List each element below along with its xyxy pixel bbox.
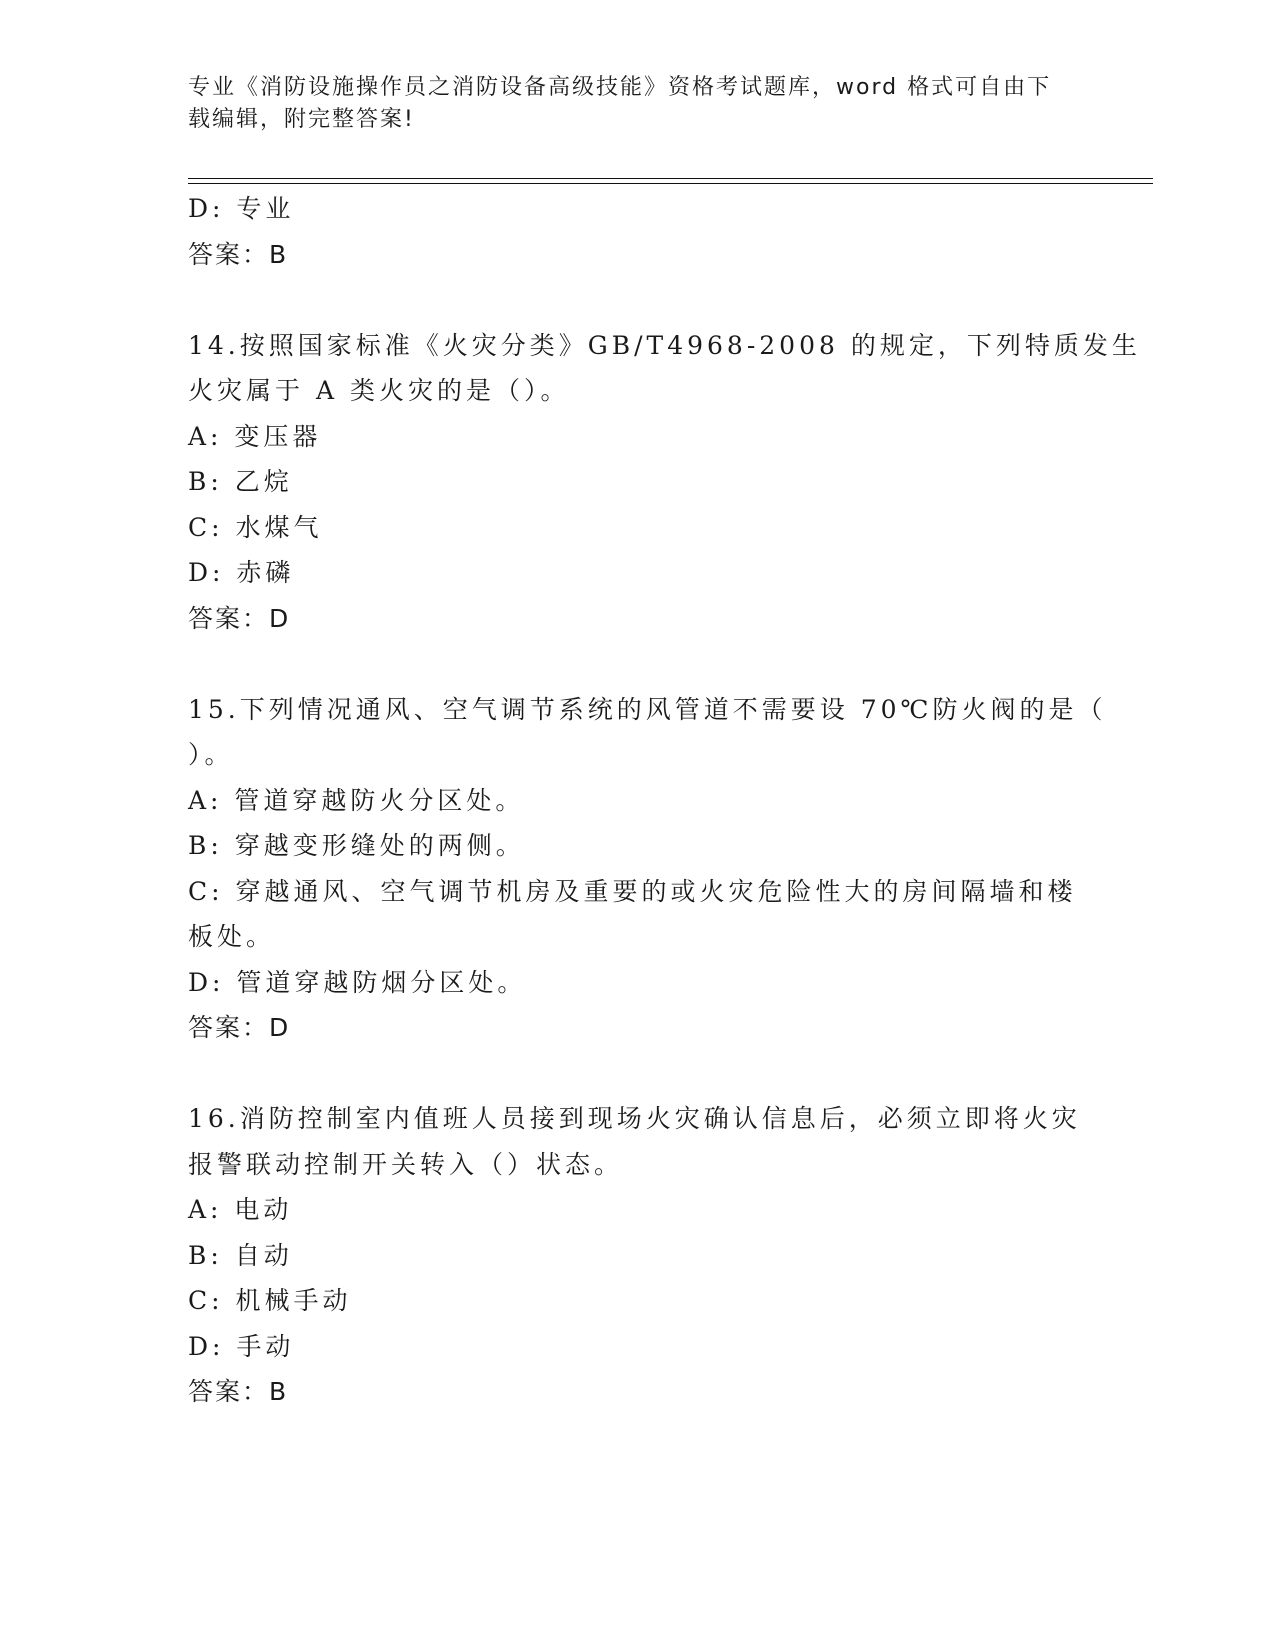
question-stem-line: 报警联动控制开关转入（）状态。 <box>188 1149 624 1179</box>
question-stem-line: ）。 <box>188 740 234 769</box>
option-c: C: 机械手动 <box>188 1286 352 1315</box>
previous-question-tail <box>188 186 1088 277</box>
option-c: C: 水煤气 <box>188 512 323 542</box>
option-b: B: 自动 <box>188 1240 293 1270</box>
option-c-continued: 板处。 <box>188 922 276 951</box>
header-line-2: 载编辑，附完整答案! <box>188 107 415 132</box>
header-divider-top <box>188 178 1153 179</box>
option-a: A: 变压器 <box>188 421 322 451</box>
option-b: B: 穿越变形缝处的两侧。 <box>188 831 525 860</box>
question-16 <box>188 1096 1088 1415</box>
header-line-1: 专业《消防设施操作员之消防设备高级技能》资格考试题库，word 格式可自由下 <box>188 75 1052 100</box>
question-stem-line: 14.按照国家标准《火灾分类》GB/T4968-2008 的规定，下列特质发生 <box>188 330 1141 360</box>
question-15 <box>188 687 1107 1051</box>
question-stem-line: 火灾属于 A 类火灾的是（）。 <box>188 376 570 405</box>
option-a: A: 管道穿越防火分区处。 <box>188 785 525 815</box>
question-stem-line: 15.下列情况通风、空气调节系统的风管道不需要设 70℃防火阀的是（ <box>188 694 1107 724</box>
answer-line: 答案：D <box>188 1013 291 1042</box>
answer-line: 答案：B <box>188 1377 289 1406</box>
answer-line: 答案：D <box>188 603 291 633</box>
option-d: D: 管道穿越防烟分区处。 <box>188 967 527 997</box>
document-header <box>188 72 1078 136</box>
question-stem-line: 16.消防控制室内值班人员接到现场火灾确认信息后，必须立即将火灾 <box>188 1104 1081 1133</box>
option-d: D: 赤磷 <box>188 558 295 587</box>
question-14 <box>188 323 1141 642</box>
option-a: A: 电动 <box>188 1195 293 1224</box>
answer-line: 答案：B <box>188 239 289 269</box>
document-body <box>188 186 1141 1415</box>
header-divider-bottom <box>188 183 1153 184</box>
option-b: B: 乙烷 <box>188 467 293 496</box>
option-d: D: 手动 <box>188 1331 295 1361</box>
option-d: D: 专业 <box>188 194 295 223</box>
option-c: C: 穿越通风、空气调节机房及重要的或火灾危险性大的房间隔墙和楼 <box>188 876 1077 906</box>
